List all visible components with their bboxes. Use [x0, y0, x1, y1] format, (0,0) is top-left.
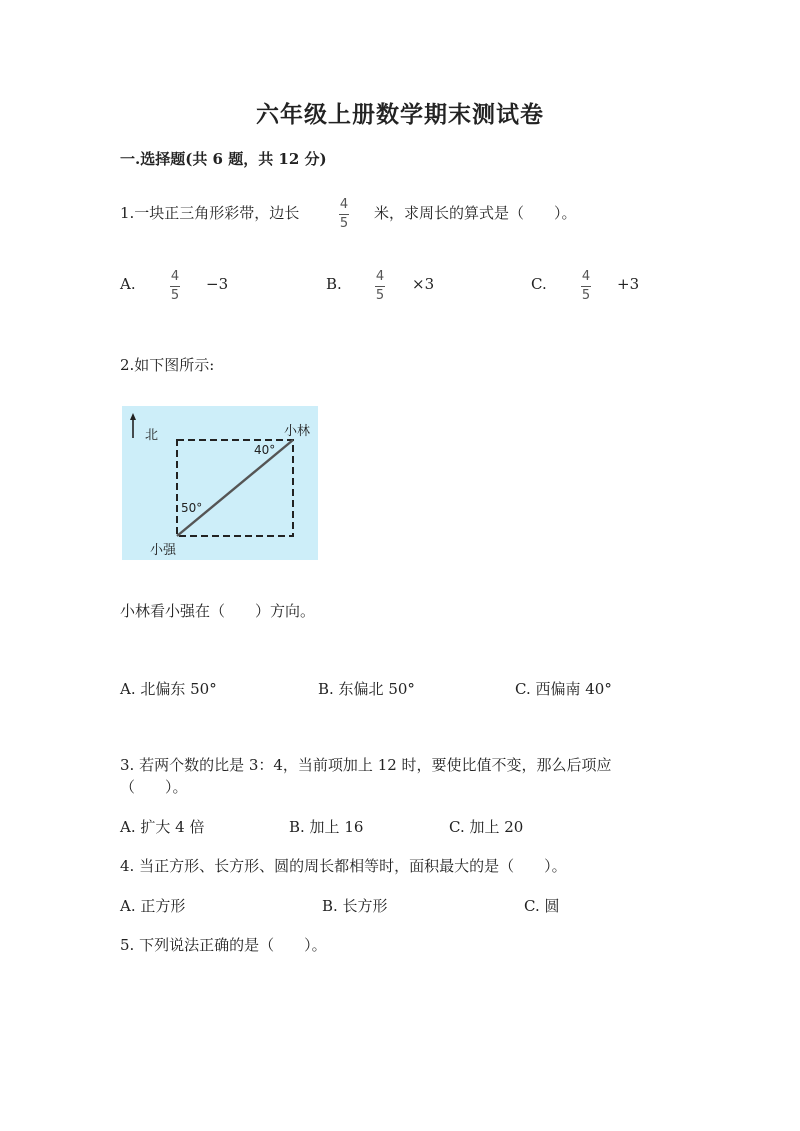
q1-option-a-letter: A. [120, 275, 136, 293]
angle-top-label: 40° [254, 443, 276, 457]
q2-prompt: 小林看小强在（ ）方向。 [120, 602, 316, 620]
q1-option-b-letter: B. [326, 275, 342, 293]
q2-option-c: C. 西偏南 40° [515, 680, 612, 698]
q4-option-c: C. 圆 [524, 897, 560, 915]
fraction-bar [581, 286, 591, 287]
top-point-label: 小林 [284, 424, 311, 439]
q4-option-b: B. 长方形 [322, 897, 388, 915]
frac-num: 4 [375, 269, 385, 284]
angle-bottom-label: 50° [181, 501, 203, 515]
q3-option-c: C. 加上 20 [449, 818, 524, 836]
fraction-bar [170, 286, 180, 287]
q1-option-c-fraction [581, 270, 591, 303]
section-heading: 一.选择题(共 6 题，共 12 分) [120, 150, 327, 168]
q3-text-line1: 3. 若两个数的比是 3：4，当前项加上 12 时，要使比值不变，那么后项应 [120, 756, 612, 774]
q1-option-b-op: ×3 [412, 275, 435, 293]
frac-den: 5 [170, 288, 180, 303]
diagonal-line [177, 440, 293, 536]
direction-diagram-svg [122, 406, 318, 560]
q1-frac-den: 5 [339, 216, 349, 231]
q2-option-a: A. 北偏东 50° [120, 680, 217, 698]
q1-text-before: 1.一块正三角形彩带，边长 [120, 204, 300, 222]
q3-option-b: B. 加上 16 [289, 818, 364, 836]
q1-option-c-op: +3 [617, 275, 640, 293]
q5-text: 5. 下列说法正确的是（ ）。 [120, 936, 327, 954]
fraction-bar [339, 214, 349, 215]
page-title: 六年级上册数学期末测试卷 [256, 101, 544, 128]
frac-den: 5 [581, 288, 591, 303]
q2-text: 2.如下图所示: [120, 356, 215, 374]
q1-text-after: 米，求周长的算式是（ ）。 [374, 204, 577, 222]
q1-frac-num: 4 [339, 197, 349, 212]
q3-text-line2: （ ）。 [120, 778, 188, 796]
q4-option-a: A. 正方形 [120, 897, 186, 915]
q1-option-a-op: −3 [206, 275, 229, 293]
q1-option-b-fraction [375, 270, 385, 303]
q1-option-a-fraction [170, 270, 180, 303]
q1-option-c-letter: C. [531, 275, 547, 293]
q4-text: 4. 当正方形、长方形、圆的周长都相等时，面积最大的是（ ）。 [120, 857, 567, 875]
fraction-bar [375, 286, 385, 287]
frac-den: 5 [375, 288, 385, 303]
q3-option-a: A. 扩大 4 倍 [120, 818, 205, 836]
q2-option-b: B. 东偏北 50° [318, 680, 415, 698]
north-arrowhead-icon [130, 413, 136, 420]
frac-num: 4 [581, 269, 591, 284]
north-label: 北 [145, 428, 159, 443]
bottom-point-label: 小强 [150, 543, 177, 558]
direction-diagram [122, 406, 318, 560]
frac-num: 4 [170, 269, 180, 284]
q1-fraction [339, 198, 349, 231]
